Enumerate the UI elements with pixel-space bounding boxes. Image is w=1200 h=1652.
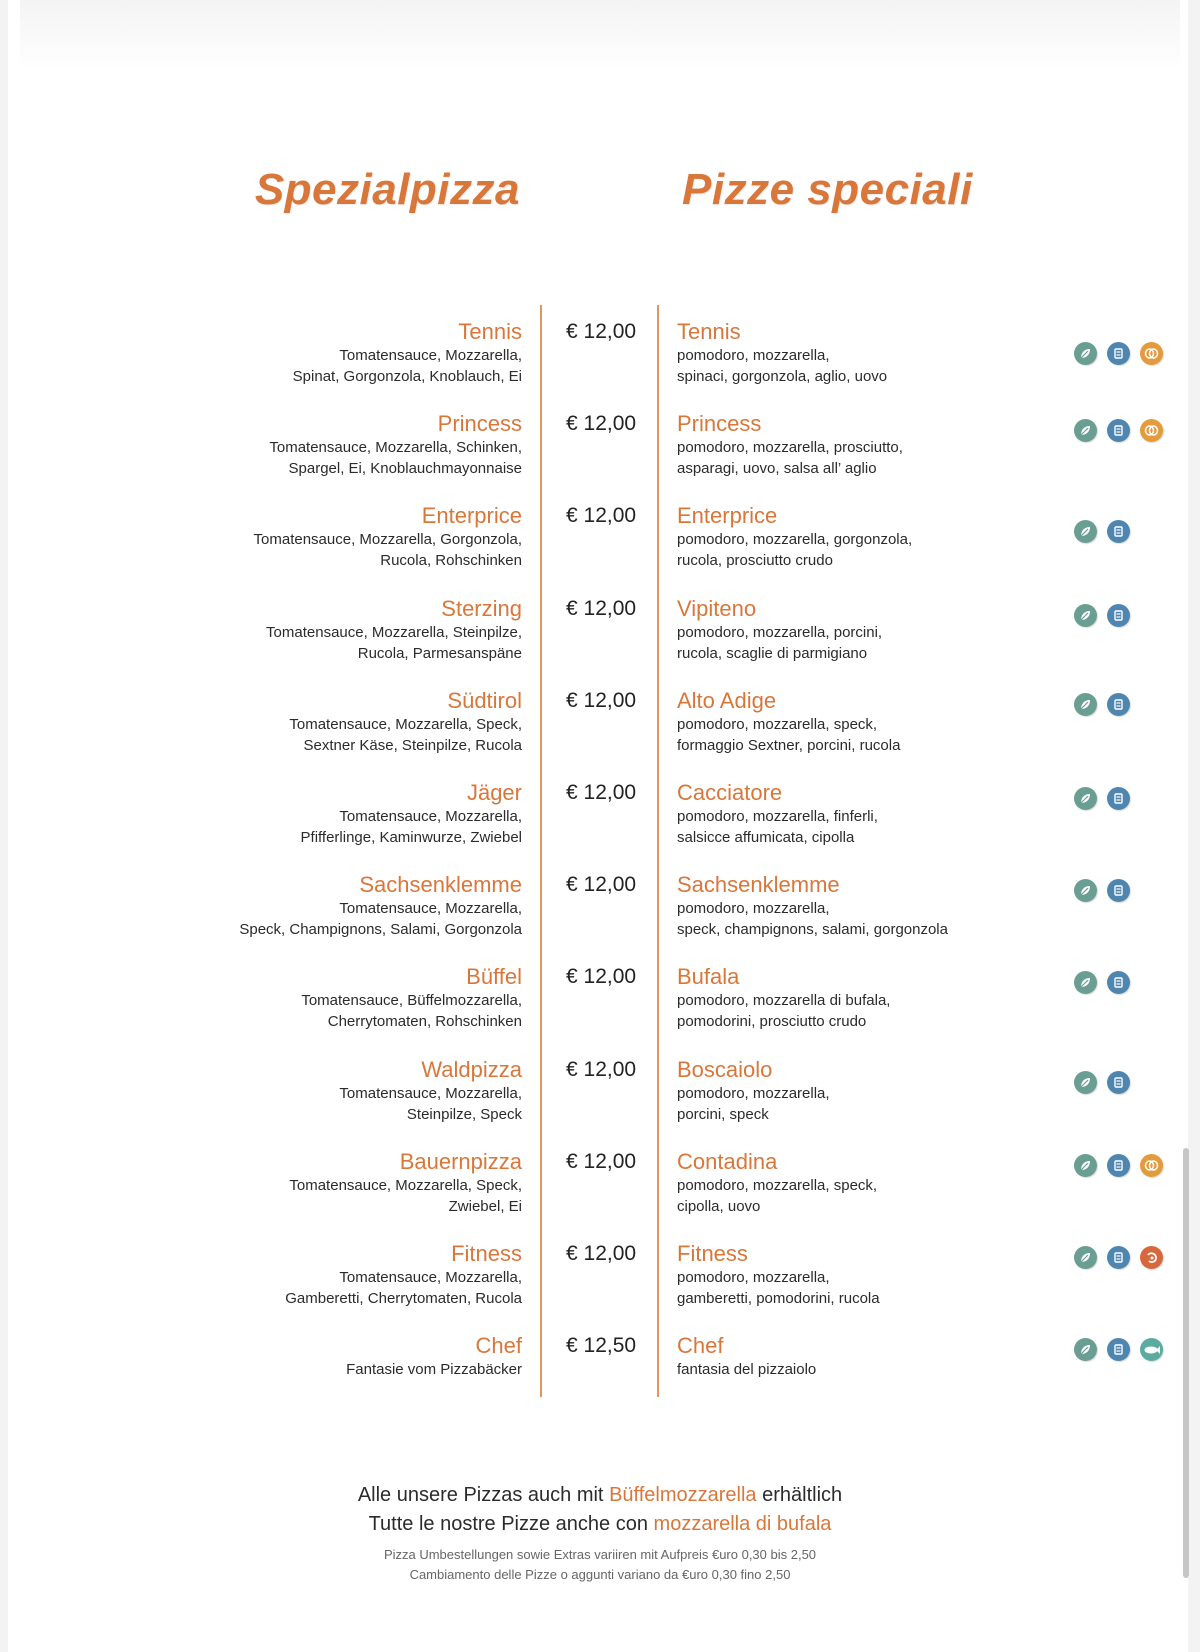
german-description	[269, 411, 522, 479]
menu-item	[0, 586, 1200, 676]
allergen-icon	[1107, 879, 1130, 902]
menu-item	[0, 678, 1200, 768]
ingredients-german-line2: Zwiebel, Ei	[448, 1197, 522, 1215]
ingredients-italian-line1: pomodoro, mozzarella di bufala,	[677, 992, 891, 1010]
ingredients-german-line1: Tomatensauce, Mozzarella, Gorgonzola,	[253, 531, 522, 549]
german-description	[293, 319, 522, 387]
pizza-name-german: Waldpizza	[421, 1056, 522, 1082]
pizza-name-german: Sachsenklemme	[359, 872, 522, 898]
german-description	[289, 688, 522, 756]
ingredients-german-line1: Tomatensauce, Büffelmozzarella,	[301, 992, 522, 1010]
dietary-icons	[1074, 419, 1163, 442]
dietary-icons	[1074, 693, 1130, 716]
ingredients-german-line1: Fantasie vom Pizzabäcker	[346, 1361, 522, 1379]
price: € 12,00	[566, 504, 637, 528]
pizza-name-italian: Vipiteno	[677, 595, 757, 621]
menu-item	[0, 1231, 1200, 1321]
ingredients-german-line1: Tomatensauce, Mozzarella,	[339, 1269, 522, 1286]
allergen-icon	[1107, 787, 1130, 810]
ingredients-italian-line1: pomodoro, mozzarella,	[677, 900, 830, 918]
ingredients-italian-line1: pomodoro, mozzarella, speck,	[677, 715, 878, 733]
ingredients-german-line2: Cherrytomaten, Rohschinken	[327, 1013, 522, 1031]
menu-item	[0, 1323, 1200, 1413]
ingredients-italian-line2: porcini, speck	[677, 1105, 769, 1123]
allergen-icon	[1107, 971, 1130, 994]
price: € 12,50	[566, 1334, 637, 1358]
leaf-icon	[1074, 604, 1097, 627]
footer-italian-prefix: Tutte le nostre Pizze anche con	[368, 1513, 654, 1535]
dietary-icons	[1074, 1246, 1163, 1269]
allergen-icon	[1107, 604, 1130, 627]
ingredients-german-line1: Tomatensauce, Mozzarella, Speck,	[289, 715, 522, 733]
pizza-name-german: Bauernpizza	[399, 1148, 522, 1174]
price: € 12,00	[566, 1057, 637, 1081]
dietary-icons	[1074, 520, 1130, 543]
ingredients-italian-line2: formaggio Sextner, porcini, rucola	[677, 736, 901, 754]
ingredients-german-line1: Tomatensauce, Mozzarella,	[339, 808, 522, 825]
dietary-icons	[1074, 787, 1130, 810]
ingredients-german-line2: Steinpilze, Speck	[406, 1105, 522, 1123]
heading-german: Spezialpizza	[254, 165, 520, 214]
pizza-name-german: Sterzing	[441, 595, 522, 621]
italian-description	[677, 503, 912, 571]
german-description	[289, 1149, 522, 1217]
leaf-icon	[1074, 693, 1097, 716]
german-description	[301, 964, 522, 1032]
shrimp-icon	[1140, 1246, 1163, 1269]
german-description	[339, 1057, 522, 1125]
german-description	[346, 1333, 522, 1380]
scrollbar[interactable]	[1183, 1148, 1189, 1578]
ingredients-german-line2: Rucola, Rohschinken	[380, 552, 522, 570]
ingredients-italian-line2: rucola, scaglie di parmigiano	[677, 644, 868, 662]
egg-icon	[1140, 1154, 1163, 1177]
pizza-name-italian: Cacciatore	[677, 780, 783, 805]
dietary-icons	[1074, 604, 1130, 627]
italian-description	[677, 411, 903, 479]
ingredients-german-line1: Tomatensauce, Mozzarella,	[339, 900, 522, 918]
egg-icon	[1140, 342, 1163, 365]
ingredients-italian-line2: pomodorini, prosciutto crudo	[677, 1013, 867, 1031]
ingredients-german-line2: Rucola, Parmesanspäne	[357, 644, 522, 662]
ingredients-italian-line1: pomodoro, mozzarella,	[677, 1269, 830, 1286]
ingredients-german-line2: Spargel, Ei, Knoblauchmayonnaise	[288, 460, 522, 478]
footer-german-highlight: Büffelmozzarella	[609, 1484, 757, 1506]
leaf-icon	[1074, 879, 1097, 902]
price: € 12,00	[566, 320, 637, 343]
ingredients-italian-line2: cipolla, uovo	[677, 1197, 761, 1215]
allergen-icon	[1107, 520, 1130, 543]
leaf-icon	[1074, 1338, 1097, 1361]
ingredients-italian-line2: spinaci, gorgonzola, aglio, uovo	[677, 368, 888, 385]
pizza-name-german: Tennis	[458, 319, 522, 344]
price: € 12,00	[566, 965, 637, 989]
pizza-name-italian: Princess	[677, 411, 762, 437]
ingredients-german-line1: Tomatensauce, Mozzarella,	[339, 1084, 522, 1102]
leaf-icon	[1074, 342, 1097, 365]
dietary-icons	[1074, 342, 1163, 365]
allergen-icon	[1107, 1246, 1130, 1269]
dietary-icons	[1074, 1338, 1163, 1361]
pizza-name-italian: Contadina	[677, 1148, 778, 1174]
ingredients-german-line1: Tomatensauce, Mozzarella,	[339, 347, 522, 364]
pizza-name-italian: Alto Adige	[677, 687, 777, 713]
ingredients-italian-line1: pomodoro, mozzarella,	[677, 347, 830, 364]
leaf-icon	[1074, 787, 1097, 810]
pizza-name-german: Büffel	[466, 964, 522, 990]
german-description	[239, 872, 522, 940]
leaf-icon	[1074, 1071, 1097, 1094]
ingredients-german-line2: Spinat, Gorgonzola, Knoblauch, Ei	[292, 368, 522, 385]
german-description	[266, 596, 522, 664]
footer-german-prefix: Alle unsere Pizzas auch mit	[357, 1484, 610, 1506]
leaf-icon	[1074, 520, 1097, 543]
ingredients-italian-line2: speck, champignons, salami, gorgonzola	[677, 921, 948, 939]
price: € 12,00	[566, 596, 637, 620]
pizza-name-german: Fitness	[451, 1241, 522, 1266]
allergen-icon	[1107, 1071, 1130, 1094]
footer-italian-highlight: mozzarella di bufala	[653, 1513, 832, 1535]
pizza-name-italian: Enterprice	[677, 503, 778, 529]
price: € 12,00	[566, 781, 637, 804]
footer-german-line	[0, 1484, 1200, 1507]
footer-note-italian: Cambiamento delle Pizze o aggunti variano da €uro 0,30 fino 2,50	[409, 1567, 791, 1582]
italian-description	[677, 1057, 830, 1125]
allergen-icon	[1107, 693, 1130, 716]
dietary-icons	[1074, 1071, 1130, 1094]
pizza-name-german: Chef	[475, 1333, 522, 1359]
menu-item	[0, 770, 1200, 860]
pizza-name-italian: Fitness	[677, 1241, 748, 1266]
price: € 12,00	[566, 688, 637, 712]
pizza-name-german: Südtirol	[447, 687, 522, 713]
italian-description	[677, 872, 948, 940]
ingredients-german-line2: Speck, Champignons, Salami, Gorgonzola	[239, 921, 522, 939]
ingredients-italian-line1: fantasia del pizzaiolo	[677, 1361, 817, 1379]
menu-item	[0, 401, 1200, 491]
ingredients-italian-line1: pomodoro, mozzarella,	[677, 1084, 830, 1102]
ingredients-german-line2: Gamberetti, Cherrytomaten, Rucola	[285, 1290, 522, 1307]
dietary-icons	[1074, 971, 1130, 994]
menu-item	[0, 1047, 1200, 1137]
ingredients-italian-line2: salsicce affumicata, cipolla	[677, 829, 855, 846]
allergen-icon	[1107, 342, 1130, 365]
price: € 12,00	[566, 873, 637, 897]
italian-description	[677, 596, 882, 664]
german-description	[254, 503, 522, 571]
dietary-icons	[1074, 1154, 1163, 1177]
ingredients-italian-line1: pomodoro, mozzarella, gorgonzola,	[677, 531, 913, 549]
menu-item	[0, 954, 1200, 1044]
italian-description	[677, 1149, 877, 1217]
ingredients-italian-line1: pomodoro, mozzarella, prosciutto,	[677, 439, 903, 457]
top-shadow	[20, 0, 1180, 70]
leaf-icon	[1074, 1154, 1097, 1177]
ingredients-italian-line2: rucola, prosciutto crudo	[677, 552, 833, 570]
allergen-icon	[1107, 419, 1130, 442]
leaf-icon	[1074, 419, 1097, 442]
footer-italian-line	[0, 1513, 1200, 1536]
pizza-name-german: Jäger	[466, 780, 522, 805]
menu-item	[0, 862, 1200, 952]
leaf-icon	[1074, 1246, 1097, 1269]
italian-description	[677, 964, 890, 1032]
pizza-name-italian: Sachsenklemme	[677, 872, 840, 898]
italian-description	[677, 688, 900, 756]
leaf-icon	[1074, 971, 1097, 994]
german-description	[301, 780, 522, 848]
ingredients-german-line1: Tomatensauce, Mozzarella, Schinken,	[269, 439, 522, 457]
ingredients-italian-line1: pomodoro, mozzarella, porcini,	[677, 623, 883, 641]
ingredients-german-line1: Tomatensauce, Mozzarella, Speck,	[289, 1176, 522, 1194]
german-description	[285, 1241, 522, 1309]
price: € 12,00	[566, 1149, 637, 1173]
footer-german-suffix: erhältlich	[756, 1484, 843, 1506]
allergen-icon	[1107, 1338, 1130, 1361]
italian-description	[677, 319, 887, 387]
pizza-name-italian: Tennis	[677, 319, 741, 344]
pizza-name-german: Princess	[437, 411, 522, 437]
pizza-name-italian: Boscaiolo	[677, 1056, 773, 1082]
footer-note-german: Pizza Umbestellungen sowie Extras variiren mit Aufpreis €uro 0,30 bis 2,50	[383, 1547, 817, 1562]
heading-italian: Pizze speciali	[682, 165, 973, 214]
ingredients-italian-line2: gamberetti, pomodorini, rucola	[677, 1290, 880, 1307]
italian-description	[677, 1333, 816, 1380]
fish-icon	[1140, 1338, 1163, 1361]
pizza-name-german: Enterprice	[421, 503, 522, 529]
menu-item	[0, 493, 1200, 583]
ingredients-italian-line2: asparagi, uovo, salsa all’ aglio	[677, 460, 877, 478]
ingredients-german-line2: Pfifferlinge, Kaminwurze, Zwiebel	[300, 829, 522, 846]
ingredients-italian-line1: pomodoro, mozzarella, speck,	[677, 1176, 878, 1194]
price: € 12,00	[566, 412, 637, 436]
ingredients-italian-line1: pomodoro, mozzarella, finferli,	[677, 808, 878, 825]
italian-description	[677, 1241, 880, 1309]
menu-item	[0, 309, 1200, 399]
dietary-icons	[1074, 879, 1130, 902]
ingredients-german-line2: Sextner Käse, Steinpilze, Rucola	[303, 736, 522, 754]
pizza-name-italian: Bufala	[677, 964, 740, 990]
ingredients-german-line1: Tomatensauce, Mozzarella, Steinpilze,	[266, 623, 522, 641]
menu-item	[0, 1139, 1200, 1229]
allergen-icon	[1107, 1154, 1130, 1177]
pizza-name-italian: Chef	[677, 1333, 724, 1359]
price: € 12,00	[566, 1242, 637, 1265]
italian-description	[677, 780, 878, 848]
egg-icon	[1140, 419, 1163, 442]
